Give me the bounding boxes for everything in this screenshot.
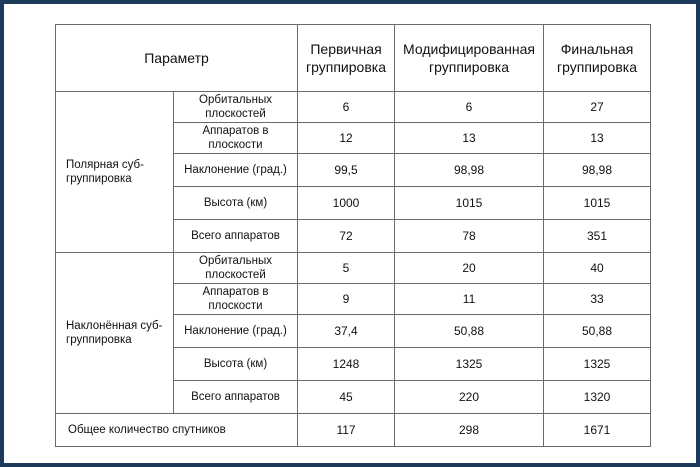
total-primary: 117 bbox=[298, 414, 395, 447]
header-final: Финальная группировка bbox=[544, 25, 651, 92]
modified-cell: 11 bbox=[395, 284, 544, 315]
param-cell: Орбитальных плоскостей bbox=[174, 92, 298, 123]
primary-cell: 12 bbox=[298, 123, 395, 154]
final-cell: 1325 bbox=[544, 348, 651, 381]
total-label: Общее количество спутников bbox=[56, 414, 298, 447]
constellation-table bbox=[55, 24, 651, 447]
modified-cell: 20 bbox=[395, 253, 544, 284]
final-cell: 27 bbox=[544, 92, 651, 123]
param-cell: Высота (км) bbox=[174, 187, 298, 220]
modified-cell: 6 bbox=[395, 92, 544, 123]
table-row bbox=[56, 92, 651, 123]
header-row bbox=[56, 25, 651, 92]
primary-cell: 5 bbox=[298, 253, 395, 284]
header-param: Параметр bbox=[56, 25, 298, 92]
modified-cell: 13 bbox=[395, 123, 544, 154]
param-cell: Наклонение (град.) bbox=[174, 154, 298, 187]
final-cell: 1320 bbox=[544, 381, 651, 414]
primary-cell: 1000 bbox=[298, 187, 395, 220]
final-cell: 1015 bbox=[544, 187, 651, 220]
modified-cell: 78 bbox=[395, 220, 544, 253]
group-label-inclined: Наклонённая суб-группировка bbox=[56, 253, 174, 414]
group-label-polar: Полярная суб-группировка bbox=[56, 92, 174, 253]
modified-cell: 50,88 bbox=[395, 315, 544, 348]
modified-cell: 98,98 bbox=[395, 154, 544, 187]
table-row bbox=[56, 253, 651, 284]
final-cell: 50,88 bbox=[544, 315, 651, 348]
primary-cell: 1248 bbox=[298, 348, 395, 381]
primary-cell: 37,4 bbox=[298, 315, 395, 348]
primary-cell: 45 bbox=[298, 381, 395, 414]
param-cell: Аппаратов в плоскости bbox=[174, 123, 298, 154]
final-cell: 33 bbox=[544, 284, 651, 315]
param-cell: Наклонение (град.) bbox=[174, 315, 298, 348]
total-row bbox=[56, 414, 651, 447]
final-cell: 13 bbox=[544, 123, 651, 154]
primary-cell: 6 bbox=[298, 92, 395, 123]
final-cell: 351 bbox=[544, 220, 651, 253]
primary-cell: 72 bbox=[298, 220, 395, 253]
total-final: 1671 bbox=[544, 414, 651, 447]
param-cell: Аппаратов в плоскости bbox=[174, 284, 298, 315]
param-cell: Орбитальных плоскостей bbox=[174, 253, 298, 284]
header-modified: Модифицированная группировка bbox=[395, 25, 544, 92]
final-cell: 40 bbox=[544, 253, 651, 284]
slide-frame bbox=[4, 4, 696, 463]
param-cell: Всего аппаратов bbox=[174, 381, 298, 414]
modified-cell: 1015 bbox=[395, 187, 544, 220]
modified-cell: 220 bbox=[395, 381, 544, 414]
param-cell: Высота (км) bbox=[174, 348, 298, 381]
primary-cell: 99,5 bbox=[298, 154, 395, 187]
param-cell: Всего аппаратов bbox=[174, 220, 298, 253]
modified-cell: 1325 bbox=[395, 348, 544, 381]
total-modified: 298 bbox=[395, 414, 544, 447]
header-primary: Первичная группировка bbox=[298, 25, 395, 92]
final-cell: 98,98 bbox=[544, 154, 651, 187]
primary-cell: 9 bbox=[298, 284, 395, 315]
